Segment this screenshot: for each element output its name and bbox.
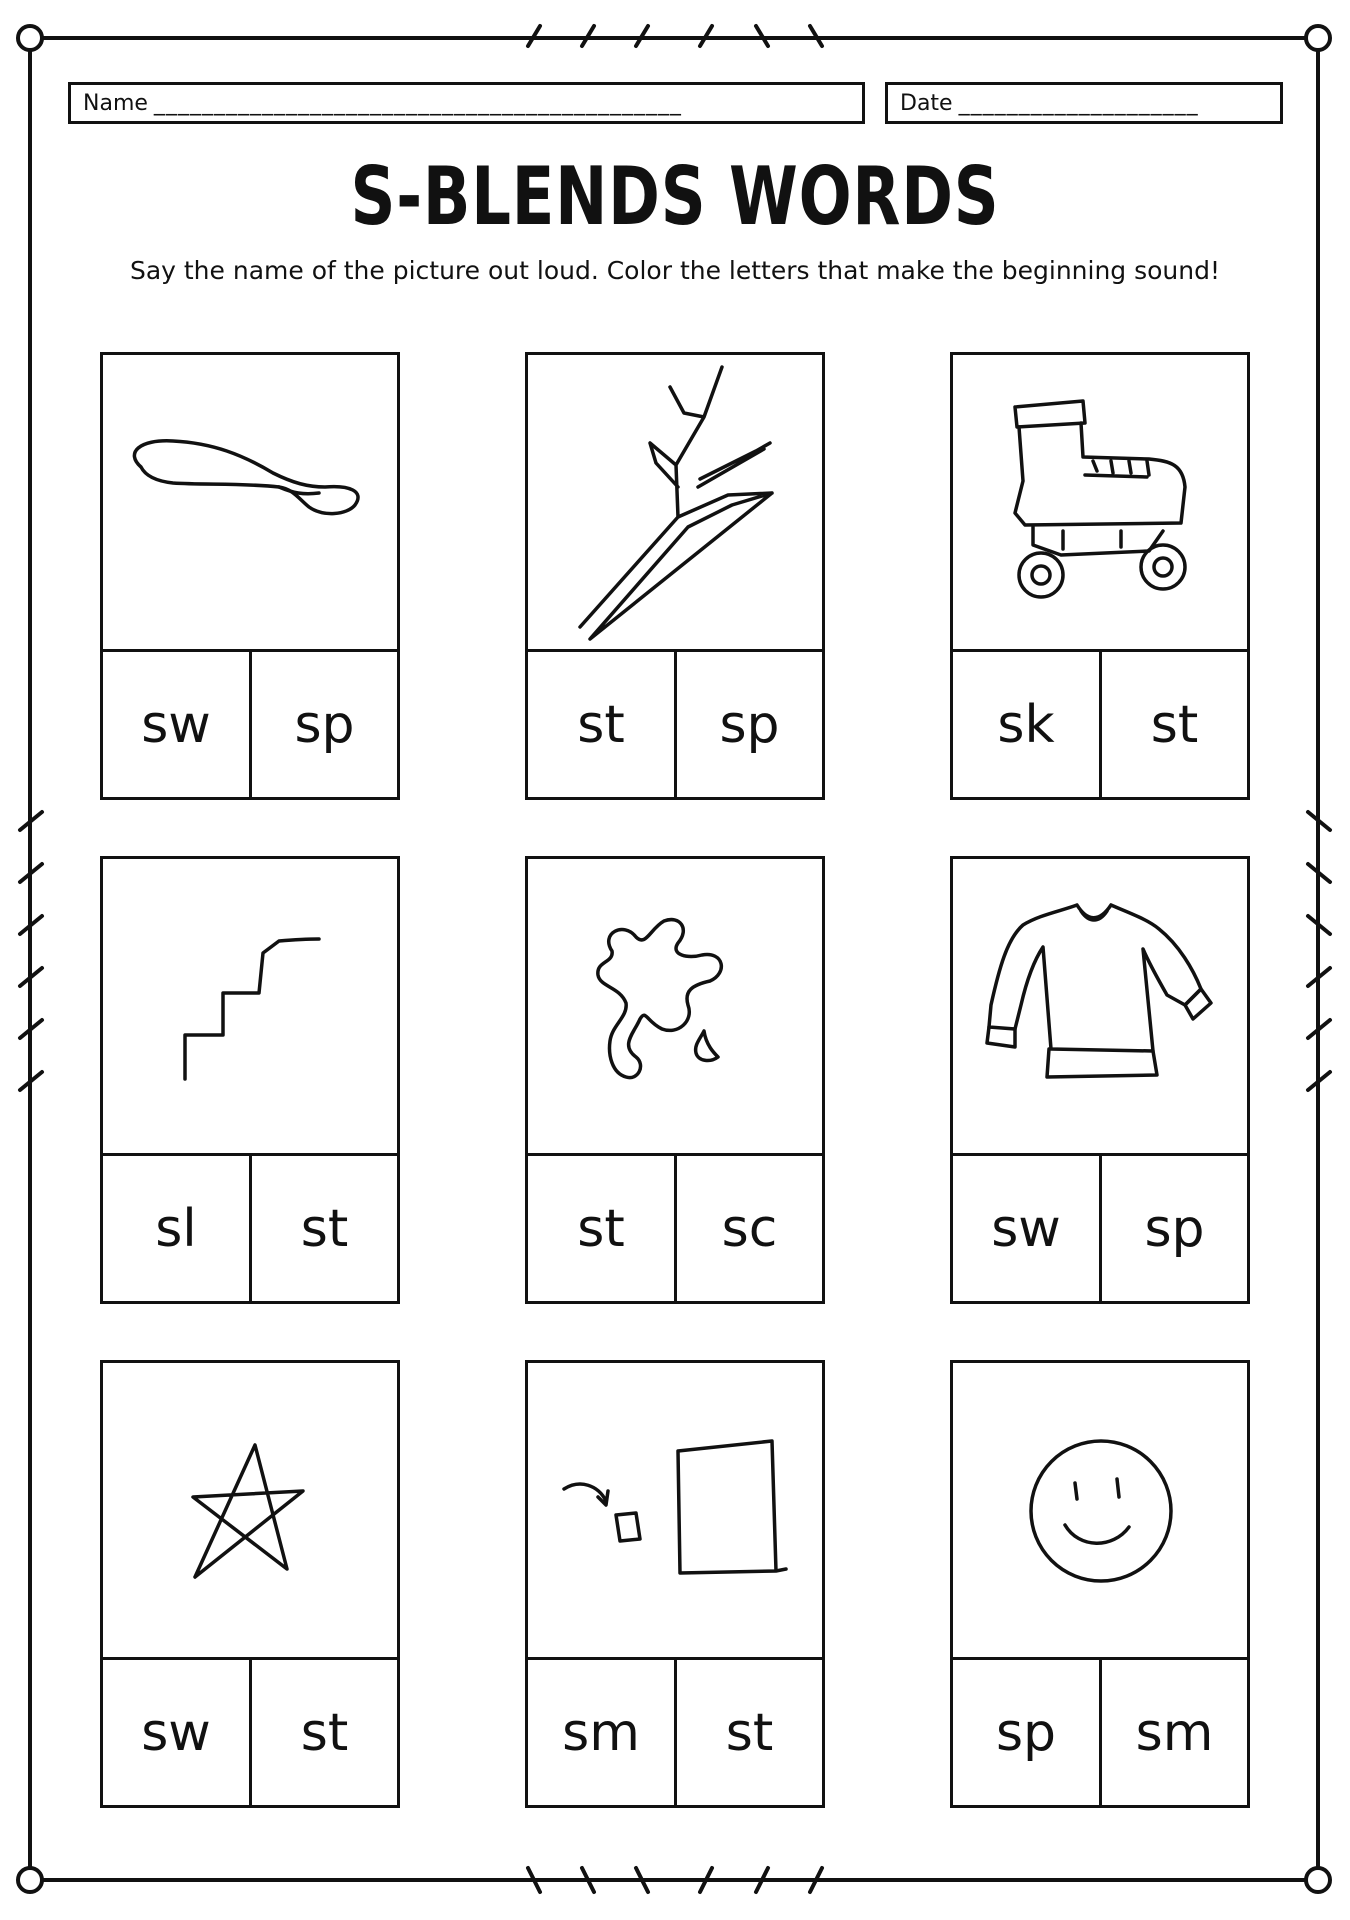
option-6b[interactable]: sp: [1144, 1198, 1205, 1259]
page-title: S-BLENDS WORDS: [350, 150, 1000, 243]
stairs-icon: [103, 859, 397, 1153]
option-9b[interactable]: sm: [1135, 1702, 1214, 1763]
date-field[interactable]: [885, 82, 1283, 124]
picture-box: [103, 355, 397, 652]
stick-icon: [528, 355, 822, 649]
option-1b[interactable]: sp: [294, 694, 355, 755]
picture-box: [103, 859, 397, 1156]
picture-card-1: [100, 352, 400, 800]
option-1a[interactable]: sw: [103, 652, 252, 797]
sweater-icon: [953, 859, 1247, 1153]
picture-box: [528, 355, 822, 652]
option-5a[interactable]: st: [528, 1156, 677, 1301]
picture-card-7: [100, 1360, 400, 1808]
option-6a[interactable]: sw: [953, 1156, 1102, 1301]
option-3b[interactable]: st: [1150, 694, 1199, 755]
skate-icon: [953, 355, 1247, 649]
option-8a[interactable]: sm: [528, 1660, 677, 1805]
option-2b[interactable]: sp: [719, 694, 780, 755]
option-5b[interactable]: sc: [721, 1198, 778, 1259]
name-field[interactable]: [68, 82, 865, 124]
picture-box: [953, 859, 1247, 1156]
name-line: ____________________________________________: [153, 90, 682, 116]
option-2a[interactable]: st: [528, 652, 677, 797]
option-7a[interactable]: sw: [103, 1660, 252, 1805]
option-4a[interactable]: sl: [103, 1156, 252, 1301]
option-3a[interactable]: sk: [953, 652, 1102, 797]
star-icon: [103, 1363, 397, 1657]
name-label: Name: [83, 90, 148, 116]
picture-card-2: [525, 352, 825, 800]
picture-card-3: [950, 352, 1250, 800]
picture-box: [528, 859, 822, 1156]
picture-card-4: [100, 856, 400, 1304]
picture-box: [103, 1363, 397, 1660]
picture-box: [953, 355, 1247, 652]
option-7b[interactable]: st: [300, 1702, 349, 1763]
option-4b[interactable]: st: [300, 1198, 349, 1259]
picture-card-8: [525, 1360, 825, 1808]
picture-box: [953, 1363, 1247, 1660]
spoon-icon: [103, 355, 397, 649]
date-label: Date: [900, 90, 953, 116]
picture-card-5: [525, 856, 825, 1304]
instructions-text: Say the name of the picture out loud. Color the letters that make the beginning sound!: [129, 256, 1221, 285]
splat-icon: [528, 859, 822, 1153]
date-line: ____________________: [958, 90, 1199, 116]
option-9a[interactable]: sp: [953, 1660, 1102, 1805]
small-big-icon: [528, 1363, 822, 1657]
picture-card-9: [950, 1360, 1250, 1808]
option-8b[interactable]: st: [725, 1702, 774, 1763]
picture-box: [528, 1363, 822, 1660]
smile-icon: [953, 1363, 1247, 1657]
picture-card-6: [950, 856, 1250, 1304]
